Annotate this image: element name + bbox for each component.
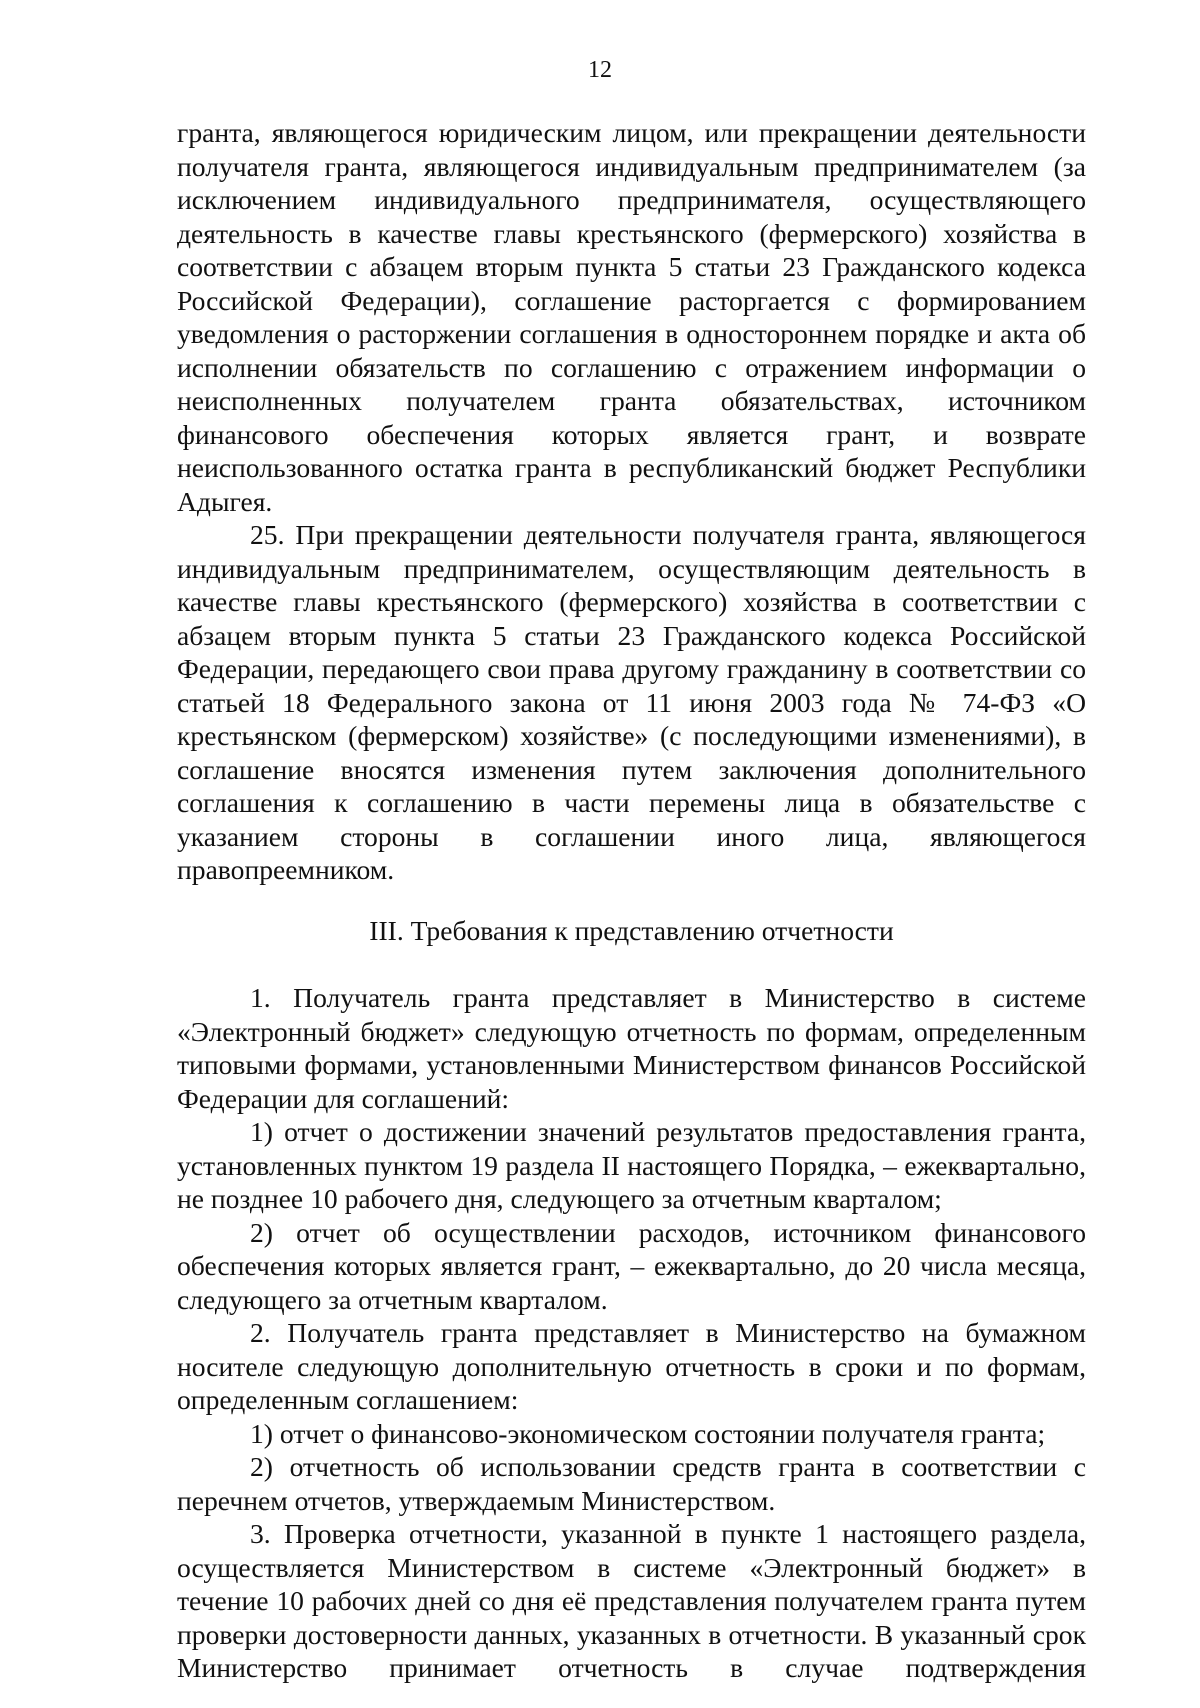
section-subitem-2-1: 1) отчет о финансово-экономическом состоянии получателя гранта; xyxy=(250,1417,1046,1449)
section-subitem-2-2: 2) отчетность об использовании средств гранта в соответствии с перечнем отчетов, утверждаемым Министерством. xyxy=(177,1451,1086,1516)
section-paragraph-1: 1. Получатель гранта представляет в Министерство в системе «Электронный бюджет» следующую отчетность по формам, определенным типовыми формами, установленными Министерством финансов Российской Федерации для соглашений: xyxy=(177,982,1086,1114)
section-title: III. Требования к представлению отчетности xyxy=(369,914,894,946)
section-subitem-1-2: 2) отчет об осуществлении расходов, источником финансового обеспечения которых является грант, – ежеквартально, до 20 числа месяца, следующего за отчетным кварталом. xyxy=(177,1216,1086,1315)
paragraph-continuation: гранта, являющегося юридическим лицом, или прекращении деятельности получателя гранта, являющегося индивидуальным предпринимателем (за исключением индивидуального предпринимателя, осуществляющего деятельность в качестве главы крестьянского (фермерского) хозяйства в соответствии с абзацем вторым пункта 5 статьи 23 Гражданского кодекса Российской Федерации), соглашение расторгается с формированием уведомления о расторжении соглашения в одностороннем порядке и акта об исполнении обязательств по соглашению с отражением информации о неисполненных получателем гранта обязательствах, источником финансового обеспечения которых является грант, и возврате неиспользованного остатка гранта в республиканский бюджет Республики Адыгея. xyxy=(177,117,1086,517)
section-subitem-1-1: 1) отчет о достижении значений результатов предоставления гранта, установленных пунктом 19 раздела II настоящего Порядка, – ежеквартально, не позднее 10 рабочего дня, следующего за отчетным кварталом; xyxy=(177,1116,1086,1214)
section-paragraph-2: 2. Получатель гранта представляет в Министерство на бумажном носителе следующую дополнительную отчетность в сроки и по формам, определенным соглашением: xyxy=(177,1317,1086,1415)
paragraph-item-25: 25. При прекращении деятельности получателя гранта, являющегося индивидуальным предпринимателем, осуществляющим деятельность в качестве главы крестьянского (фермерского) хозяйства в соответствии с абзацем вторым пункта 5 статьи 23 Гражданского кодекса Российской Федерации, передающего свои права другому гражданину в соответствии со статьей 18 Федерального закона от 11 июня 2003 года № 74-ФЗ «О крестьянском (фермерском) хозяйстве» (с последующими изменениями), в соглашение вносятся изменения путем заключения дополнительного соглашения к соглашению в части перемены лица в обязательстве с указанием стороны в соглашении иного лица, являющегося правопреемником. xyxy=(177,519,1086,885)
section-paragraph-3: 3. Проверка отчетности, указанной в пункте 1 настоящего раздела, осуществляется Министерством в системе «Электронный бюджет» в течение 10 рабочих дней со дня её представления получателем гранта путем проверки достоверности данных, указанных в отчетности. В указанный срок Министерство принимает отчетность в случае подтверждения xyxy=(177,1518,1086,1683)
page-number: 12 xyxy=(588,57,612,83)
document-content xyxy=(177,116,1086,1685)
